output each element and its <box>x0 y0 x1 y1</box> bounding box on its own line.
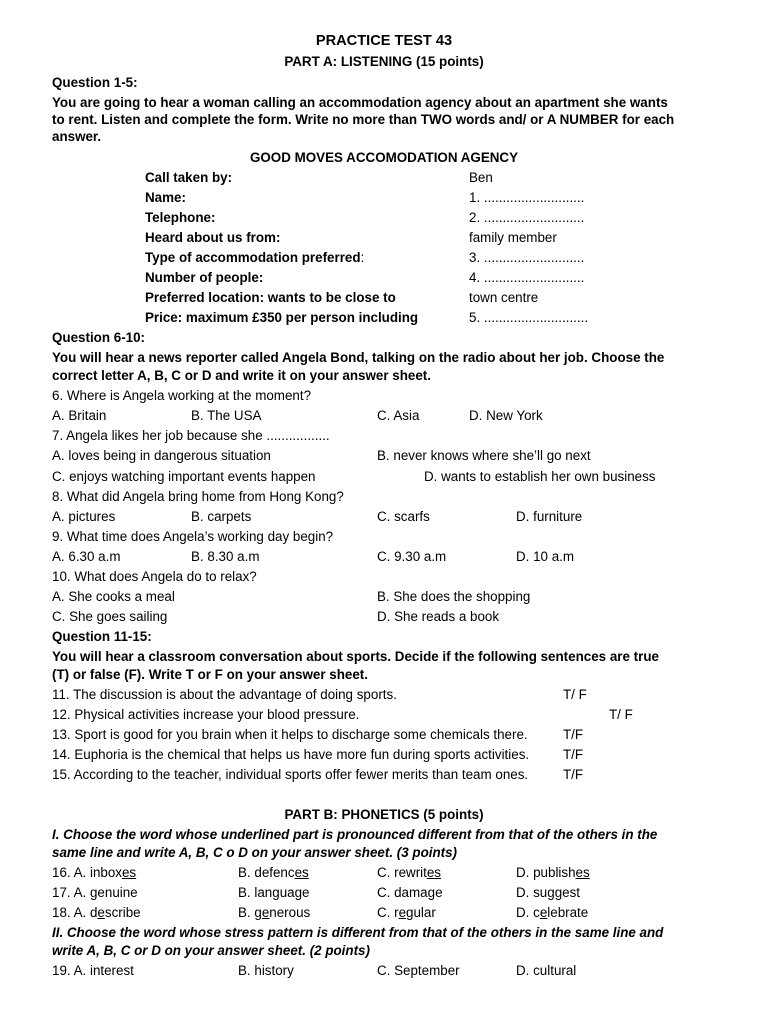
q19-option-c: C. September <box>377 963 460 978</box>
form-value-name: 1. ........................... <box>469 190 585 205</box>
q6-question: 6. Where is Angela working at the moment? <box>52 388 312 403</box>
q10-option-a: A. She cooks a meal <box>52 589 175 604</box>
form-label-call-taken: Call taken by: <box>145 170 233 185</box>
phonetics-section1-line2: same line and write A, B, C o D on your answer sheet. (3 points) <box>52 845 458 860</box>
q18-option-b: B. generous <box>238 905 311 920</box>
q7-question: 7. Angela likes her job because she ................. <box>52 428 330 443</box>
q9-question: 9. What time does Angela’s working day begin? <box>52 529 334 544</box>
q7-option-c: C. enjoys watching important events happen <box>52 469 316 484</box>
q19-option-b: B. history <box>238 963 294 978</box>
q6-10-instruction-line2: correct letter A, B, C or D and write it on your answer sheet. <box>52 368 431 383</box>
phonetics-section2-line2: write A, B, C or D on your answer sheet. (2 points) <box>52 943 370 958</box>
q11-tf: T/ F <box>563 687 587 702</box>
q1-5-label: Question 1-5: <box>52 75 138 90</box>
q10-option-c: C. She goes sailing <box>52 609 168 624</box>
q8-option-a: A. pictures <box>52 509 116 524</box>
form-label-accommodation-type: Type of accommodation preferred: <box>145 250 365 265</box>
q10-question: 10. What does Angela do to relax? <box>52 569 257 584</box>
part-a-heading: PART A: LISTENING (15 points) <box>284 54 484 69</box>
q13-statement: 13. Sport is good for you brain when it helps to discharge some chemicals there. <box>52 727 528 742</box>
q17-option-d: D. suggest <box>516 885 581 900</box>
form-value-price: 5. ............................ <box>469 310 589 325</box>
q1-5-instruction-line1: You are going to hear a woman calling an accommodation agency about an apartment she wants <box>52 95 668 110</box>
phonetics-section1-line1: I. Choose the word whose underlined part is pronounced different from that of the others in the <box>52 827 658 842</box>
form-label-name: Name: <box>145 190 186 205</box>
form-value-location: town centre <box>469 290 539 305</box>
part-b-heading: PART B: PHONETICS (5 points) <box>284 807 484 822</box>
q16-option-d: D. publishes <box>516 865 590 880</box>
form-label-price: Price: maximum £350 per person including <box>145 310 419 325</box>
q13-tf: T/F <box>563 727 584 742</box>
q7-option-d: D. wants to establish her own business <box>424 469 656 484</box>
q9-option-c: C. 9.30 a.m <box>377 549 447 564</box>
q10-option-b: B. She does the shopping <box>377 589 531 604</box>
form-title: GOOD MOVES ACCOMODATION AGENCY <box>249 150 519 165</box>
q10-option-d: D. She reads a book <box>377 609 500 624</box>
q19-option-d: D. cultural <box>516 963 577 978</box>
q15-statement: 15. According to the teacher, individual sports offer fewer merits than team ones. <box>52 767 529 782</box>
q6-10-label: Question 6-10: <box>52 330 146 345</box>
q9-option-b: B. 8.30 a.m <box>191 549 260 564</box>
q18-option-d: D. celebrate <box>516 905 589 920</box>
q11-15-label: Question 11-15: <box>52 629 152 644</box>
q9-option-d: D. 10 a.m <box>516 549 575 564</box>
q6-option-c: C. Asia <box>377 408 420 423</box>
q16-option-a: 16. A. inboxes <box>52 865 137 880</box>
q11-15-instruction-line2: (T) or false (F). Write T or F on your answer sheet. <box>52 667 368 682</box>
q6-10-instruction-line1: You will hear a news reporter called Angela Bond, talking on the radio about her job. Choose the <box>52 350 665 365</box>
q6-option-a: A. Britain <box>52 408 107 423</box>
form-value-number-of-people: 4. ........................... <box>469 270 585 285</box>
q16-option-c: C. rewrites <box>377 865 441 880</box>
q18-option-c: C. regular <box>377 905 436 920</box>
form-value-call-taken: Ben <box>469 170 493 185</box>
form-label-location: Preferred location: wants to be close to <box>145 290 396 305</box>
form-value-telephone: 2. ........................... <box>469 210 585 225</box>
q7-option-a: A. loves being in dangerous situation <box>52 448 271 463</box>
q8-option-d: D. furniture <box>516 509 583 524</box>
q8-option-b: B. carpets <box>191 509 252 524</box>
q17-option-c: C. damage <box>377 885 443 900</box>
q14-statement: 14. Euphoria is the chemical that helps us have more fun during sports activities. <box>52 747 530 762</box>
q11-statement: 11. The discussion is about the advantage of doing sports. <box>52 687 397 702</box>
q19-option-a: 19. A. interest <box>52 963 134 978</box>
q8-question: 8. What did Angela bring home from Hong Kong? <box>52 489 344 504</box>
q1-5-instruction-line3: answer. <box>52 129 102 144</box>
q17-option-a: 17. A. genuine <box>52 885 138 900</box>
q18-option-a: 18. A. describe <box>52 905 141 920</box>
page-title: PRACTICE TEST 43 <box>315 33 453 49</box>
form-label-heard-about: Heard about us from: <box>145 230 281 245</box>
q16-option-b: B. defences <box>238 865 309 880</box>
phonetics-section2-line1: II. Choose the word whose stress pattern is different from that of the others in the same line and <box>52 925 664 940</box>
q11-15-instruction-line1: You will hear a classroom conversation about sports. Decide if the following sentences are true <box>52 649 659 664</box>
q12-statement: 12. Physical activities increase your blood pressure. <box>52 707 360 722</box>
q1-5-instruction-line2: to rent. Listen and complete the form. Write no more than TWO words and/ or A NUMBER for each <box>52 112 675 127</box>
form-label-number-of-people: Number of people: <box>145 270 264 285</box>
form-label-telephone: Telephone: <box>145 210 216 225</box>
q6-option-d: D. New York <box>469 408 543 423</box>
q14-tf: T/F <box>563 747 584 762</box>
form-value-heard-about: family member <box>469 230 557 245</box>
q7-option-b: B. never knows where she’ll go next <box>377 448 591 463</box>
q9-option-a: A. 6.30 a.m <box>52 549 121 564</box>
q6-option-b: B. The USA <box>191 408 262 423</box>
q8-option-c: C. scarfs <box>377 509 430 524</box>
q17-option-b: B. language <box>238 885 310 900</box>
q12-tf: T/ F <box>609 707 633 722</box>
form-value-accommodation-type: 3. ........................... <box>469 250 585 265</box>
q15-tf: T/F <box>563 767 584 782</box>
